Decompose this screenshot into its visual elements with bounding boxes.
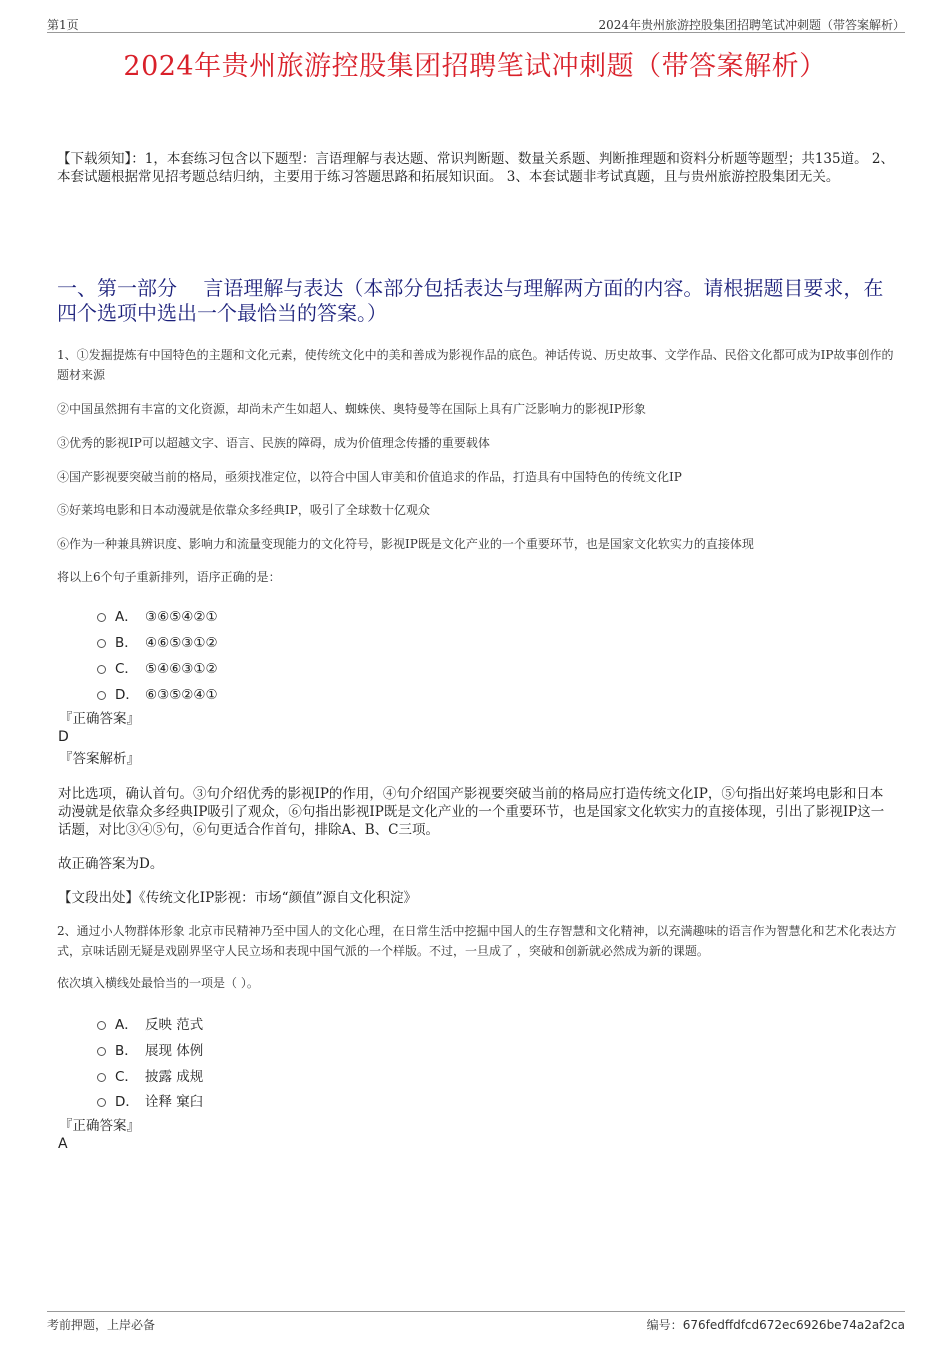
- q1-option-a[interactable]: [97, 605, 218, 625]
- page-header: [47, 14, 905, 33]
- q1-answer-label: 『正确答案』: [59, 711, 140, 727]
- q1-prompt: 将以上6个句子重新排列，语序正确的是：: [57, 570, 281, 584]
- q2-stem: 2、通过小人物群体形象 北京市民精神乃至中国人的文化心理，在日常生活中挖掘中国人的生存智慧和文化精神，以充满趣味的语言作为智慧化和艺术化表达方式，京味话剧无疑是戏剧界坚守人民立场和表现中国气派的一个样版。不过，一旦成了 ，突破和创新就必然成为新的课题。: [57, 924, 897, 958]
- radio-icon[interactable]: [97, 639, 106, 648]
- option-letter: B．: [115, 635, 138, 651]
- q1-source: 【文段出处】《传统文化IP影视：市场“颜值”源自文化积淀》: [58, 890, 417, 906]
- document-title: 2024年贵州旅游控股集团招聘笔试冲刺题（带答案解析）: [123, 51, 827, 82]
- q1-conclusion: 故正确答案为D。: [58, 856, 164, 872]
- code-value: 676fedffdfcd672ec6926be74a2af2ca: [682, 1318, 905, 1332]
- option-text: ③⑥⑤④②①: [145, 609, 218, 625]
- running-title: 2024年贵州旅游控股集团招聘笔试冲刺题（带答案解析）: [598, 18, 905, 32]
- radio-icon[interactable]: [97, 665, 106, 674]
- q2-answer: A: [58, 1136, 68, 1152]
- option-text: 诠释 窠臼: [145, 1094, 204, 1110]
- q1-sentence-3: ③优秀的影视IP可以超越文字、语言、民族的障碍，成为价值理念传播的重要载体: [57, 436, 490, 450]
- option-letter: B．: [115, 1043, 138, 1059]
- radio-icon[interactable]: [97, 1021, 106, 1030]
- q1-option-c[interactable]: [97, 657, 218, 677]
- option-text: 展现 体例: [145, 1043, 204, 1059]
- page-footer: [47, 1311, 905, 1334]
- option-text: ⑥③⑤②④①: [145, 687, 218, 703]
- radio-icon[interactable]: [97, 1073, 106, 1082]
- q1-sentence-5: ⑤好莱坞电影和日本动漫就是依靠众多经典IP，吸引了全球数十亿观众: [57, 503, 430, 517]
- option-text: 披露 成规: [145, 1069, 204, 1085]
- code-label: 编号：: [646, 1318, 683, 1332]
- q1-sentence-2: ②中国虽然拥有丰富的文化资源，却尚未产生如超人、蜘蛛侠、奥特曼等在国际上具有广泛影响力的影视IP形象: [57, 402, 646, 416]
- q2-option-d[interactable]: [97, 1090, 203, 1110]
- radio-icon[interactable]: [97, 1098, 106, 1107]
- option-letter: A．: [115, 1017, 138, 1033]
- option-text: 反映 范式: [145, 1017, 204, 1033]
- q2-option-a[interactable]: [97, 1013, 203, 1033]
- download-notice: 【下载须知】：1，本套练习包含以下题型：言语理解与表达题、常识判断题、数量关系题、判断推理题和资料分析题等题型；共135道。 2、本套试题根据常见招考题总结归纳，主要用于练习答题思路和拓展知识面。 3、本套试题非考试真题，且与贵州旅游控股集团无关。: [57, 151, 894, 185]
- page-number: 第1页: [47, 18, 79, 32]
- q1-sentence-1: 1、①发掘提炼有中国特色的主题和文化元素，使传统文化中的美和善成为影视作品的底色。神话传说、历史故事、文学作品、民俗文化都可成为IP故事创作的题材来源: [57, 348, 894, 382]
- radio-icon[interactable]: [97, 613, 106, 622]
- q2-option-c[interactable]: [97, 1065, 203, 1085]
- q1-sentence-4: ④国产影视要突破当前的格局，亟须找准定位，以符合中国人审美和价值追求的作品，打造具有中国特色的传统文化IP: [57, 470, 682, 484]
- radio-icon[interactable]: [97, 1047, 106, 1056]
- q2-answer-label: 『正确答案』: [59, 1118, 140, 1134]
- document-code: [647, 1316, 905, 1333]
- option-text: ④⑥⑤③①②: [145, 635, 218, 651]
- q1-analysis-label: 『答案解析』: [59, 751, 140, 767]
- q1-analysis: 对比选项，确认首句。③句介绍优秀的影视IP的作用，④句介绍国产影视要突破当前的格局应打造传统文化IP，⑤句指出好莱坞电影和日本动漫就是依靠众多经典IP吸引了观众，⑥句指出影视IP既是文化产业的一个重要环节，也是国家文化软实力的直接体现，引出了影视IP这一话题，对比③④⑤句，⑥句更适合作首句，排除A、B、C三项。: [58, 786, 885, 838]
- section-heading: 一、第一部分 言语理解与表达（本部分包括表达与理解两方面的内容。请根据题目要求，在四个选项中选出一个最恰当的答案。）: [57, 276, 884, 325]
- q1-answer: D: [58, 729, 69, 745]
- radio-icon[interactable]: [97, 691, 106, 700]
- option-letter: D．: [115, 1094, 139, 1110]
- option-letter: C．: [115, 661, 138, 677]
- option-letter: A．: [115, 609, 138, 625]
- q1-option-d[interactable]: [97, 683, 218, 703]
- q2-option-b[interactable]: [97, 1039, 203, 1059]
- q1-sentence-6: ⑥作为一种兼具辨识度、影响力和流量变现能力的文化符号，影视IP既是文化产业的一个重要环节，也是国家文化软实力的直接体现: [57, 537, 754, 551]
- q2-prompt: 依次填入横线处最恰当的一项是（ ）。: [57, 976, 259, 990]
- q1-option-b[interactable]: [97, 631, 218, 651]
- option-letter: D．: [115, 687, 139, 703]
- footer-slogan: 考前押题，上岸必备: [47, 1318, 156, 1332]
- option-letter: C．: [115, 1069, 138, 1085]
- option-text: ⑤④⑥③①②: [145, 661, 218, 677]
